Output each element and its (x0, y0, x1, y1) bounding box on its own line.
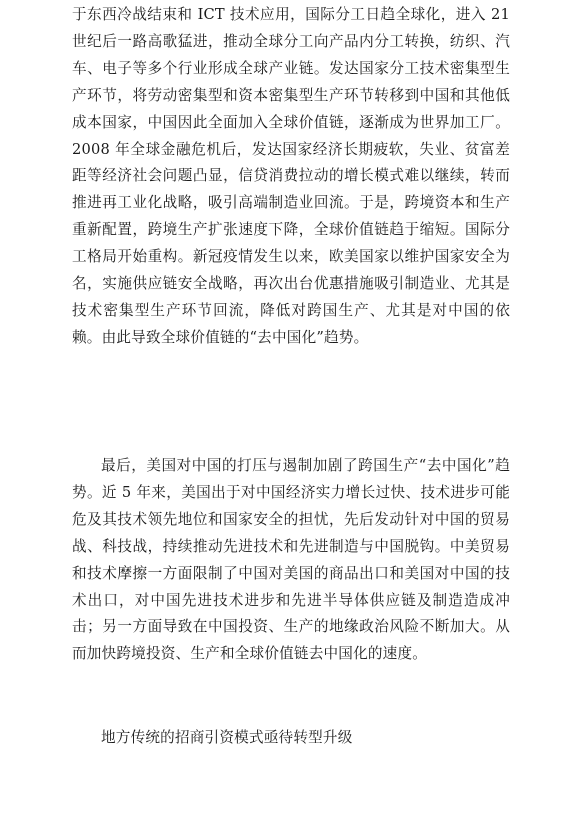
body-paragraph-1: 于东西冷战结束和 ICT 技术应用，国际分工日趋全球化，进入 21 世纪后一路高歌猛进，推动全球分工向产品内分工转换，纺织、汽车、电子等多个行业形成全球产业链。发达国家分工技术密集型生产环节，将劳动密集型和资本密集型生产环节转移到中国和其他低成本国家，中国因此全面加入全球价值链，逐渐成为世界加工厂。2008 年全球金融危机后，发达国家经济长期疲软，失业、贫富差距等经济社会问题凸显，信贷消费拉动的增长模式难以继续，转而推进再工业化战略，吸引高端制造业回流。于是，跨境资本和生产重新配置，跨境生产扩张速度下降，全球价值链趋于缩短。国际分工格局开始重构。新冠疫情发生以来，欧美国家以维护国家安全为名，实施供应链安全战略，再次出台优惠措施吸引制造业、尤其是技术密集型生产环节回流，降低对跨国生产、尤其是对中国的依赖。由此导致全球价值链的“去中国化”趋势。 (72, 6, 510, 346)
body-paragraph-2: 最后，美国对中国的打压与遏制加剧了跨国生产“去中国化”趋势。近 5 年来，美国出于对中国经济实力增长过快、技术进步可能危及其技术领先地位和国家安全的担忧，先后发动针对中国的贸易战、科技战，持续推动先进技术和先进制造与中国脱钩。中美贸易和技术摩擦一方面限制了中国对美国的商品出口和美国对中国的技术出口，对中国先进技术进步和先进半导体供应链及制造造成冲击；另一方面导致在中国投资、生产的地缘政治风险不断加大。从而加快跨境投资、生产和全球价值链去中国化的速度。 (72, 457, 510, 663)
section-heading: 地方传统的招商引资模式亟待转型升级 (101, 729, 353, 746)
